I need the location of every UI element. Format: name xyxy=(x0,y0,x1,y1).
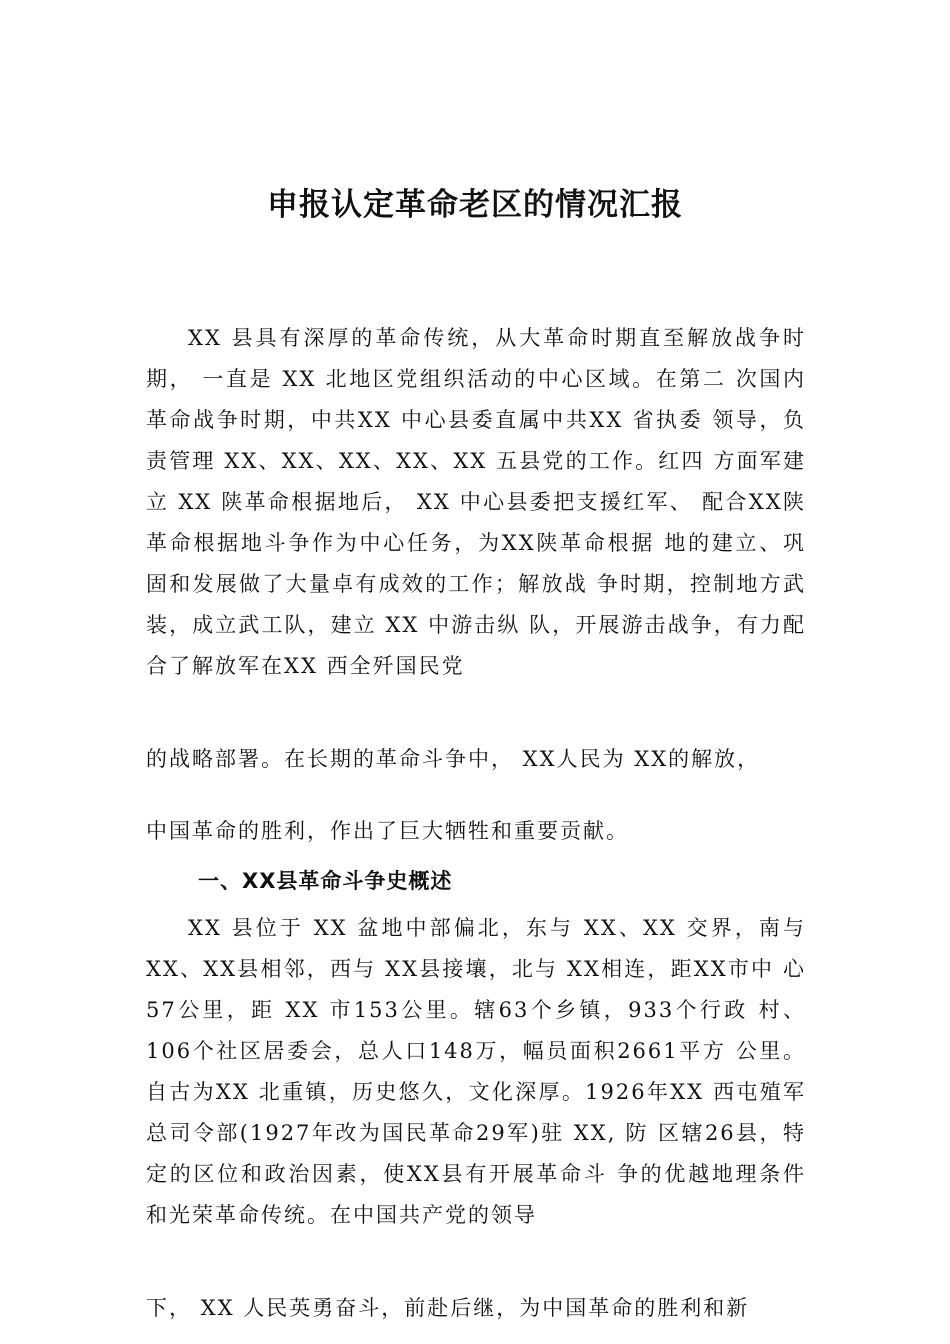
section-continuation: 下， XX 人民英勇奋斗，前赴后继，为中国革命的胜利和新 xyxy=(146,1296,750,1320)
section-heading: 一、XX县革命斗争史概述 xyxy=(198,869,453,893)
intro-continuation: 的战略部署。在长期的革命斗争中， XX人民为 XX的解放， xyxy=(146,747,761,771)
intro-paragraph: XX 县具有深厚的革命传统，从大革命时期直至解放战争时期， 一直是 XX 北地区党组织活动的中心区域。在第二 次国内革命战争时期，中共XX 中心县委直属中共XX 省执委 领导，负责管理 XX、XX、XX、XX、XX 五县党的工作。红四 方面军建立 XX 陕革命根据地后， XX 中心县委把支援红军、 配合XX陕革命根据地斗争作为中心任务，为XX陕革命根据 地的建立、巩固和发展做了大量卓有成效的工作；解放战 争时期，控制地方武装，成立武工队，建立 XX 中游击纵 队，开展游击战争，有力配合了解放军在XX 西全歼国民党 xyxy=(146,326,806,678)
document-title: 申报认定革命老区的情况汇报 xyxy=(267,187,683,223)
intro-ending: 中国革命的胜利，作出了巨大牺牲和重要贡献。 xyxy=(146,819,629,843)
section-paragraph: XX 县位于 XX 盆地中部偏北，东与 XX、XX 交界，南与 XX、XX县相邻，西与 XX县接壤，北与 XX相连，距XX市中 心57公里，距 XX 市153公里。辖63个乡镇，933个行政 村、106个社区居委会，总人口148万，幅员面积2661平方 公里。自古为XX 北重镇，历史悠久，文化深厚。1926年XX 西屯殖军总司令部(1927年改为国民革命29军)驻 XX, 防 区辖26县，特定的区位和政治因素，使XX县有开展革命斗 争的优越地理条件和光荣革命传统。在中国共产党的领导 xyxy=(146,916,806,1227)
